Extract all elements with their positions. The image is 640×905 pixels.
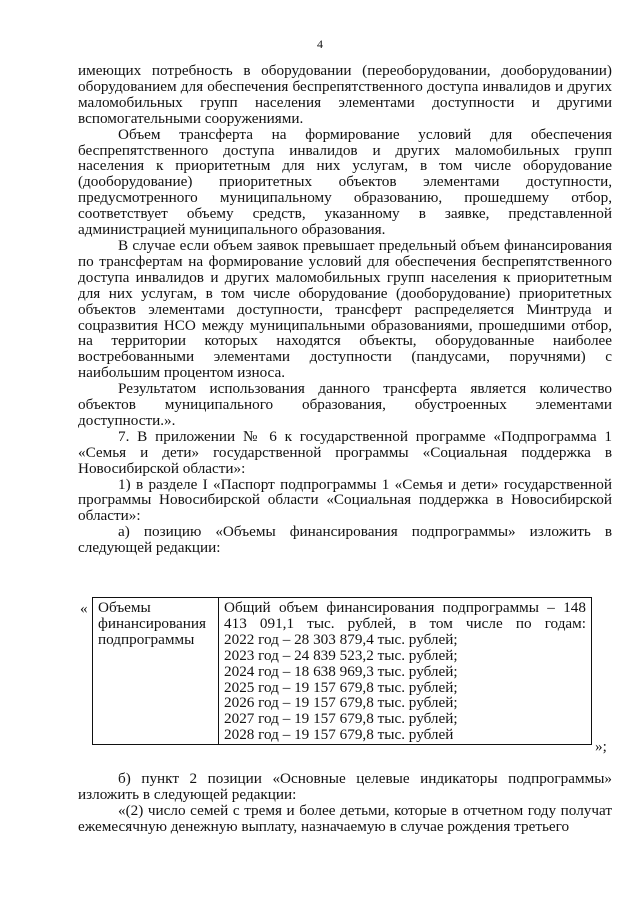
closing-quote: »; <box>595 738 607 755</box>
financing-table <box>92 597 592 745</box>
financing-year-line: 2025 год – 19 157 679,8 тыс. рублей; <box>224 678 458 696</box>
body-text-top <box>78 63 612 556</box>
page-number: 4 <box>317 37 323 51</box>
table-row <box>93 598 592 745</box>
financing-year-line: 2027 год – 19 157 679,8 тыс. рублей; <box>224 710 458 728</box>
financing-year-line: 2028 год – 19 157 679,8 тыс. рублей <box>224 726 454 744</box>
paragraph: имеющих потребность в оборудовании (переоборудовании, дооборудовании) оборудованием для обеспечения беспрепятственного доступа инвалидов и других маломобильных групп населения элементами доступности и другими вспомогательными сооружениями. <box>78 62 612 127</box>
paragraph: Объем трансферта на формирование условий для обеспечения беспрепятственного доступа инвалидов и других маломобильных групп населения к приоритетным для них услугам, в том числе оборудование (дооборудование) приоритетных объектов элементами доступности, предусмотренного муниципальному образованию, прошедшему отбор, соответствует объему средств, указанному в заявке, представленной администрацией муниципального образования. <box>78 125 612 239</box>
table-value-cell <box>219 598 592 745</box>
paragraph: Результатом использования данного трансферта является количество объектов муниципального образования, обустроенных элементами доступности.». <box>78 380 612 429</box>
paragraph: 1) в разделе I «Паспорт подпрограммы 1 «Семья и дети» государственной программы Новосибирской области «Социальная поддержка в Новосибирской области»: <box>78 475 612 525</box>
financing-total: Общий объем финансирования подпрограммы – 148 413 091,1 тыс. рублей, в том числе по годам: <box>224 599 586 632</box>
financing-year-line: 2023 год – 24 839 523,2 тыс. рублей; <box>224 646 458 664</box>
paragraph: «(2) число семей с тремя и более детьми, которые в отчетном году получат ежемесячную денежную выплату, назначаемую в случае рождения третьего <box>78 801 612 835</box>
paragraph: а) позицию «Объемы финансирования подпрограммы» изложить в следующей редакции: <box>78 523 612 557</box>
paragraph: В случае если объем заявок превышает предельный объем финансирования по трансфертам на формирование условий для обеспечения беспрепятственного доступа инвалидов и других маломобильных групп населения к приоритетным для них услугам, в том числе оборудование (дооборудование) приоритетных объектов элементами доступности, трансферт распределяется Минтруда и соцразвития НСО между муниципальными образованиями, прошедшими отбор, на территории которых находятся объекты, оборудованные наиболее востребованными элементами доступности (пандусами, поручнями) с наибольшим процентом износа. <box>78 236 612 382</box>
financing-year-line: 2022 год – 28 303 879,4 тыс. рублей; <box>224 630 458 648</box>
financing-year-line: 2026 год – 19 157 679,8 тыс. рублей; <box>224 694 458 712</box>
paragraph: б) пункт 2 позиции «Основные целевые индикаторы подпрограммы» изложить в следующей редакции: <box>78 770 612 803</box>
table-label-cell: Объемы финансирования подпрограммы <box>93 598 219 745</box>
body-text-bottom <box>78 771 612 835</box>
financing-year-line: 2024 год – 18 638 969,3 тыс. рублей; <box>224 662 458 680</box>
paragraph: 7. В приложении № 6 к государственной программе «Подпрограмма 1 «Семья и дети» государственной программы «Социальная поддержка в Новосибирской области»: <box>78 427 612 477</box>
opening-quote: « <box>80 600 88 617</box>
